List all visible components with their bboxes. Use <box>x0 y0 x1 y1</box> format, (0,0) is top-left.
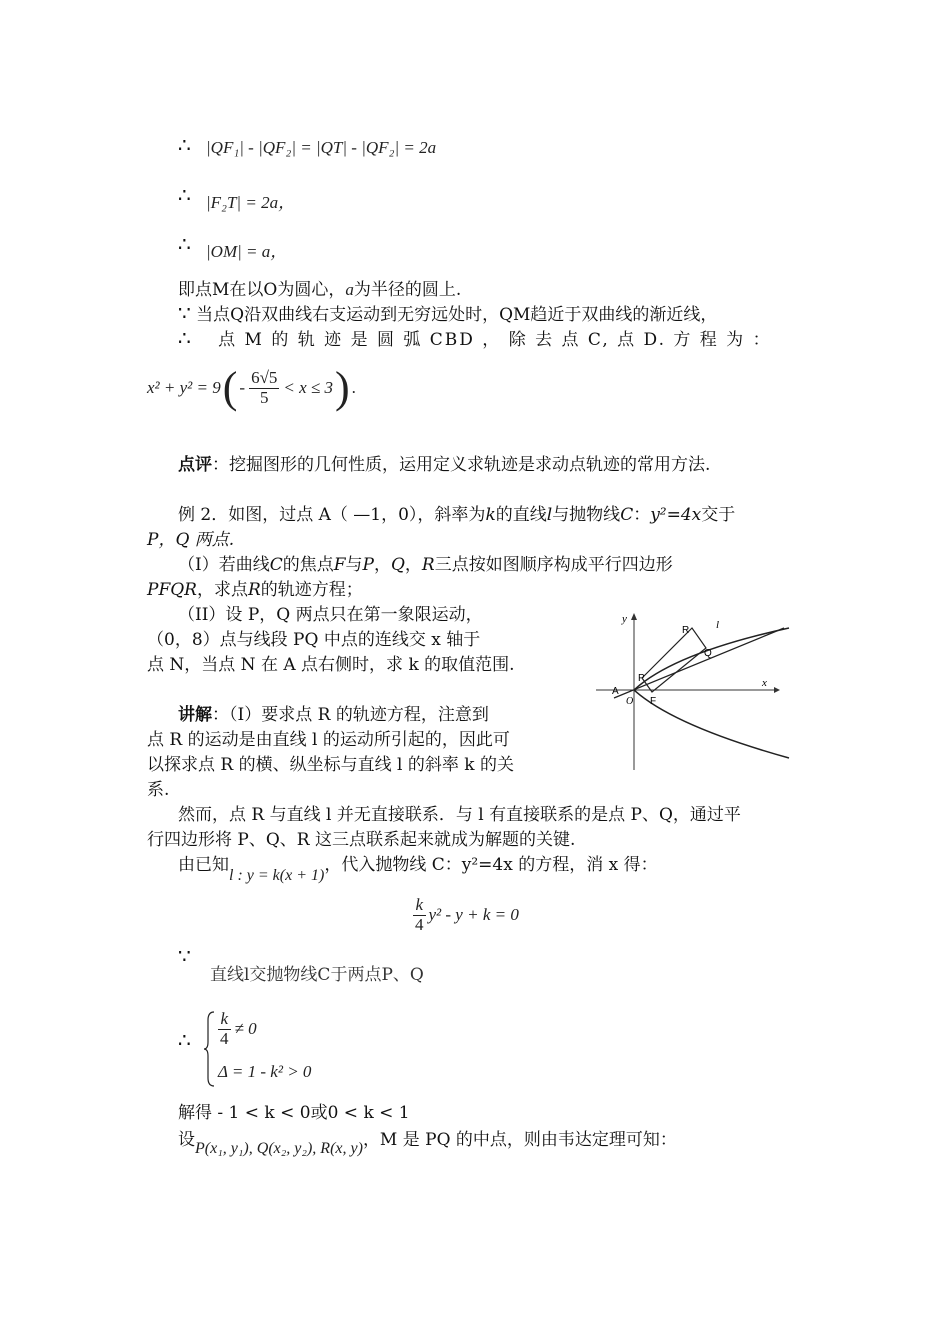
system-row-2: Δ = 1 - k² > 0 <box>218 1062 312 1081</box>
label-l: l <box>716 619 720 631</box>
paren-right: ) <box>335 363 350 412</box>
condition-right: < x ≤ 3 <box>283 378 334 397</box>
part1-line2-text-c: 的轨迹方程； <box>260 580 363 600</box>
quadratic-equation <box>413 896 519 934</box>
solution-line4: 系. <box>147 780 170 800</box>
fraction-denominator: 4 <box>415 914 424 934</box>
solution-line1-text: ：（I）要求点 R 的轨迹方程，注意到 <box>212 705 489 725</box>
system-brace <box>204 1010 216 1088</box>
locus-text: 点 M 的 轨 迹 是 圆 弧 CBD ， 除 去 点 C, 点 D. 方 程 为 ： <box>218 330 772 350</box>
asymptote-text: 当点Q沿双曲线右支运动到无穷远处时，QM趋近于双曲线的渐近线， <box>196 305 718 325</box>
comment-text: ：挖掘图形的几何性质，运用定义求轨迹是求动点轨迹的常用方法. <box>212 455 711 475</box>
circle-statement-rest: 为半径的圆上. <box>353 280 462 300</box>
part1-text-a: （I）若曲线 <box>178 555 270 575</box>
set-text-a: 设 <box>178 1130 195 1150</box>
fraction-denominator: 5 <box>259 387 269 407</box>
parallelogram-PFQR: PFQR <box>147 580 197 600</box>
system-row-1-rest: ≠ 0 <box>234 1019 257 1039</box>
equation-period: . <box>351 378 356 397</box>
var-C: C <box>620 505 634 525</box>
example2-text-e: 交于 <box>701 505 736 525</box>
fraction-denominator: 4 <box>220 1028 229 1048</box>
comment-line <box>178 450 710 475</box>
paren-left: ( <box>222 363 238 412</box>
fraction-numerator: 6√5 <box>251 367 278 387</box>
var-l: l <box>546 505 553 525</box>
example2-line2: P，Q 两点. <box>147 530 235 550</box>
paragraph2-line1: 然而，点 R 与直线 l 并无直接联系．与 l 有直接联系的是点 P、Q，通过平 <box>178 805 741 825</box>
condition-minus: - <box>239 378 246 397</box>
var-F: F <box>333 555 346 575</box>
system-row-1 <box>218 1010 257 1048</box>
intersection-tail: 、Q <box>392 965 424 985</box>
part1-line2 <box>147 575 363 600</box>
line-equation: l : y = k(x + 1) <box>229 867 325 884</box>
solution-range: 解得 - 1 < k < 0或0 < k < 1 <box>178 1103 410 1123</box>
fraction-numerator: k <box>413 896 426 916</box>
label-Q: Q <box>704 648 712 659</box>
part1-line1 <box>178 550 673 575</box>
radius-a: a <box>345 280 354 299</box>
part2-line2: （0，8）点与线段 PQ 中点的连线交 x 轴于 <box>147 630 481 650</box>
part1-text-c: 与 <box>345 555 363 575</box>
label-P: P <box>638 673 645 684</box>
var-P: P <box>362 555 374 575</box>
intersection-text: 直线l交抛物线C于两点P <box>210 965 393 985</box>
therefore-symbol: ∴ <box>178 232 191 256</box>
fraction-numerator: k <box>218 1010 231 1030</box>
equation-f2t: |F₂T| = 2a， <box>206 193 296 212</box>
fraction-k-over-4 <box>413 896 426 934</box>
var-R: R <box>247 580 261 600</box>
var-R: R <box>421 555 435 575</box>
asymptote-statement <box>178 300 717 325</box>
circle-statement-text: 即点M在以O为圆心， <box>178 280 346 300</box>
label-R: R <box>682 625 690 636</box>
part1-text-d: ， <box>373 555 391 575</box>
inequality-system <box>204 1010 344 1088</box>
because-symbol: ∵ <box>178 301 191 325</box>
fraction-6root5-over-5 <box>249 369 279 407</box>
circle-equation <box>147 360 356 416</box>
parabola-figure <box>594 608 794 773</box>
solution-label: 讲解 <box>178 705 212 725</box>
therefore-symbol: ∴ <box>178 1028 191 1052</box>
set-text-b: ，M 是 PQ 的中点，则由韦达定理可知： <box>362 1130 677 1150</box>
example2-text-b: 的直线 <box>495 505 547 525</box>
paragraph3-text-a: 由已知 <box>178 855 229 875</box>
solution-line2: 点 R 的运动是由直线 l 的运动所引起的，因此可 <box>147 730 510 750</box>
comment-label: 点评 <box>178 455 212 475</box>
parabola-equation: y²=4x <box>650 505 702 525</box>
var-C: C <box>269 555 283 575</box>
locus-statement <box>178 325 803 350</box>
label-F: F <box>650 696 657 707</box>
example2-text-a: 例 2．如图，过点 A（ —1，0），斜率为 <box>178 505 486 525</box>
part1-text-b: 的焦点 <box>282 555 334 575</box>
quadratic-rest: y² - y + k = 0 <box>428 905 519 925</box>
example2-text-c: 与抛物线 <box>552 505 621 525</box>
example2-line1 <box>178 500 735 525</box>
x-axis-arrow <box>774 687 780 693</box>
example2-text-d: ： <box>633 505 651 525</box>
solution-line1 <box>178 700 489 725</box>
paragraph3-text-b: ，代入抛物线 C：y²=4x 的方程，消 x 得： <box>324 855 658 875</box>
because-symbol: ∵ <box>178 944 191 968</box>
intersection-statement <box>210 960 424 985</box>
part1-line2-text-b: ，求点 <box>196 580 248 600</box>
label-x: x <box>762 677 767 689</box>
fraction-k-over-4 <box>218 1010 231 1048</box>
part2-line1: （II）设 P，Q 两点只在第一象限运动， <box>178 605 483 625</box>
therefore-symbol: ∴ <box>178 133 191 157</box>
equation-qf-difference: |QF₁| - |QF₂| = |QT| - |QF₂| = 2a <box>206 138 437 157</box>
label-y: y <box>622 613 627 625</box>
points-definition: P(x₁, y₁), Q(x₂, y₂), R(x, y) <box>195 1140 363 1157</box>
circle-statement <box>178 275 461 300</box>
label-A: A <box>612 686 619 697</box>
circle-equation-left: x² + y² = 9 <box>147 378 221 397</box>
var-k: k <box>485 505 496 525</box>
part1-text-f: 三点按如图顺序构成平行四边形 <box>434 555 673 575</box>
therefore-symbol: ∴ <box>178 326 191 350</box>
equation-om: |OM| = a， <box>206 242 288 261</box>
paragraph2-line2: 行四边形将 P、Q、R 这三点联系起来就成为解题的关键. <box>147 830 576 850</box>
var-Q: Q <box>390 555 405 575</box>
therefore-symbol: ∴ <box>178 183 191 207</box>
paragraph3 <box>178 850 658 884</box>
set-points-line <box>178 1125 677 1157</box>
solution-line3: 以探求点 R 的横、纵坐标与直线 l 的斜率 k 的关 <box>147 755 514 775</box>
part2-line3: 点 N，当点 N 在 A 点右侧时，求 k 的取值范围. <box>147 655 515 675</box>
y-axis-arrow <box>631 613 637 620</box>
label-O: O <box>626 696 634 707</box>
part1-text-e: ， <box>404 555 422 575</box>
